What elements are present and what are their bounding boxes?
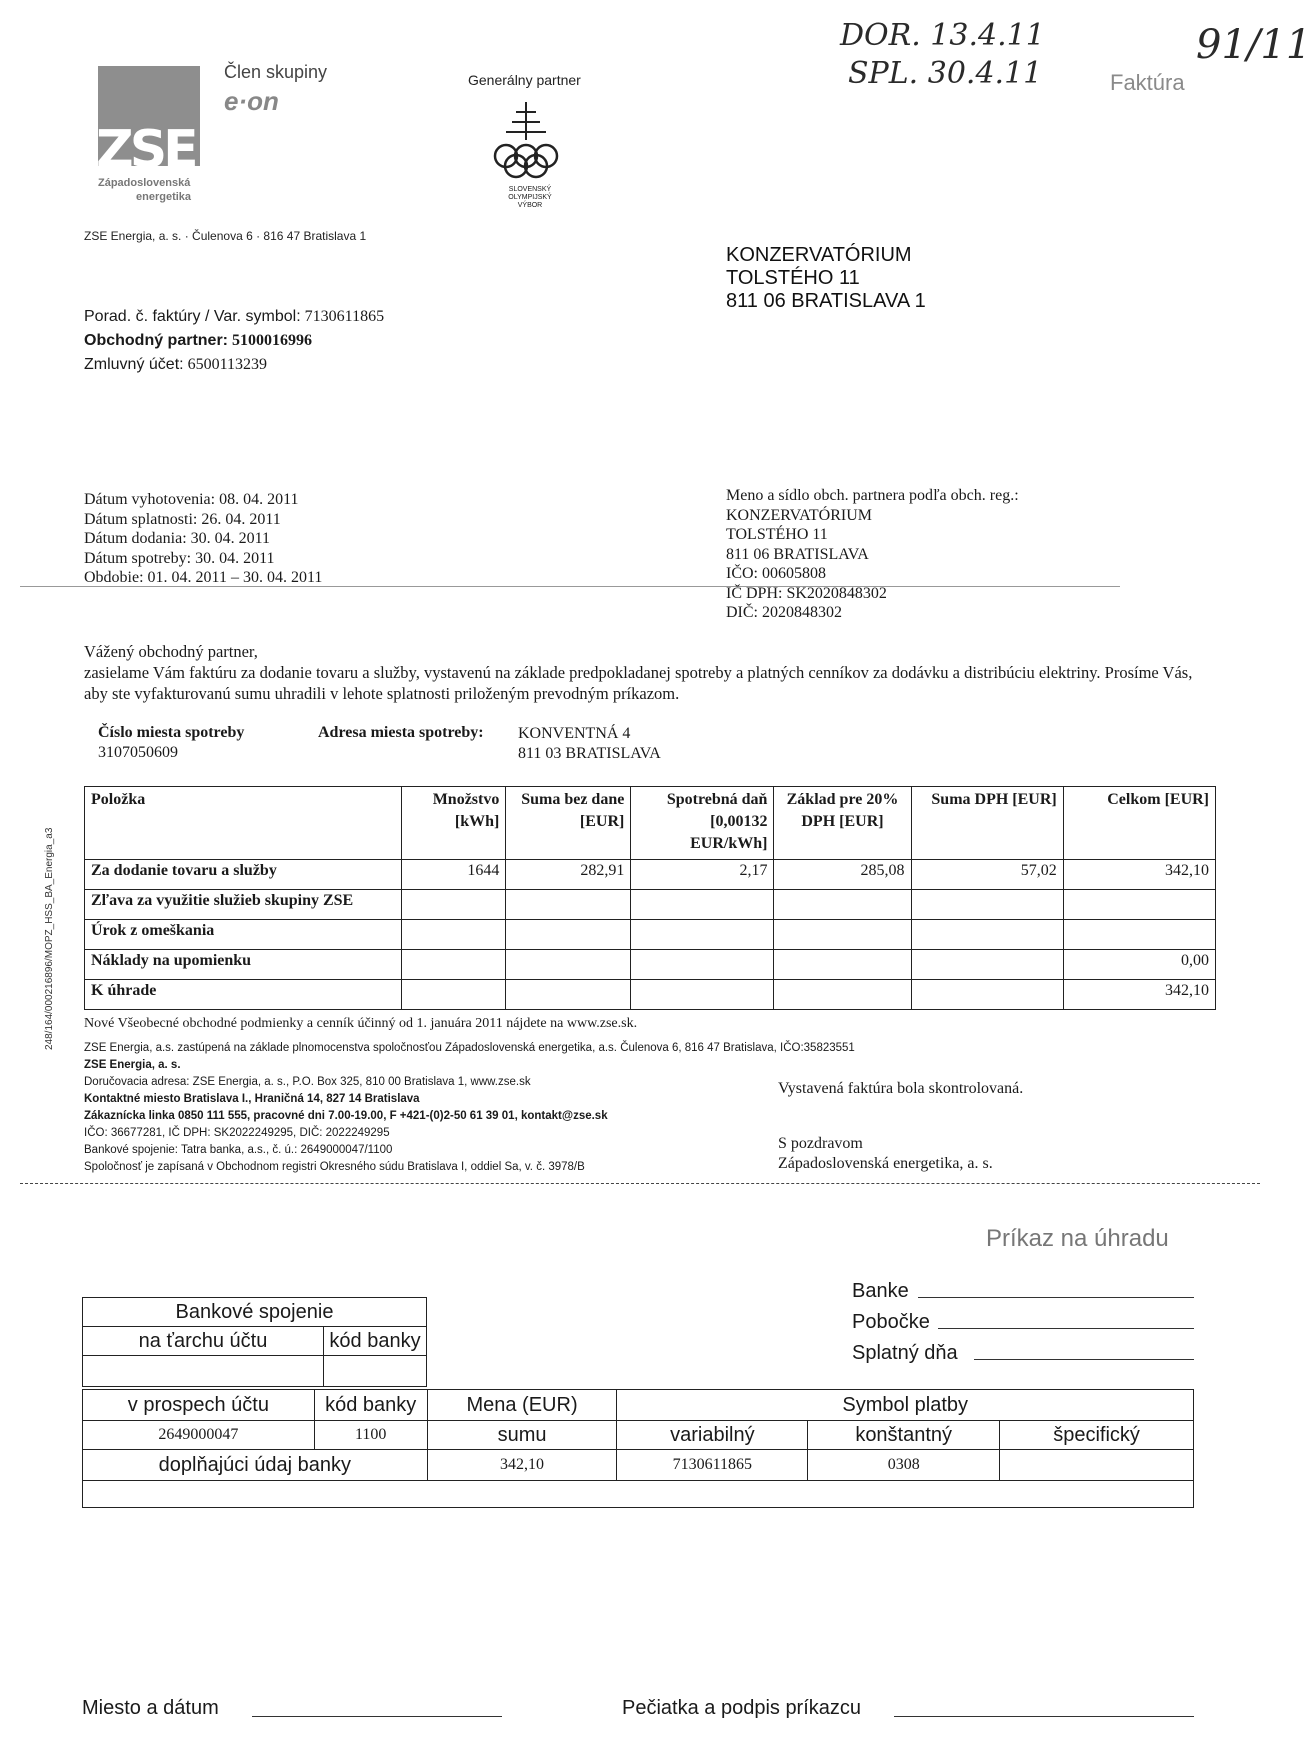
handwritten-number: 91/11 xyxy=(1196,22,1311,68)
tear-off-line xyxy=(20,1183,1260,1184)
table-row: Za dodanie tovaru a služby 1644 282,91 2,17 285,08 57,02 342,10 xyxy=(85,860,1216,890)
column-header: Položka xyxy=(85,787,402,860)
account-number: 6500113239 xyxy=(187,356,267,373)
company-address-line: ZSE Energia, a. s. · Čulenova 6 · 816 47 Bratislava 1 xyxy=(84,229,367,243)
terms-footnote: Nové Všeobecné obchodné podmienky a cenník účinný od 1. januára 2011 nájdete na www.zse.sk. xyxy=(84,1016,638,1031)
checked-note: Vystavená faktúra bola skontrolovaná. xyxy=(778,1080,1024,1097)
generalny-partner: Generálny partner xyxy=(468,72,581,88)
variable-symbol-label: variabilný xyxy=(617,1421,808,1450)
stamp-signature-label: Pečiatka a podpis príkazcu xyxy=(622,1697,862,1719)
debit-account-value[interactable] xyxy=(83,1356,324,1387)
table-header-row xyxy=(85,787,1216,860)
consumption-address: KONVENTNÁ 4 811 03 BRATISLAVA xyxy=(518,725,661,762)
clen-skupiny: Člen skupiny xyxy=(224,62,328,82)
bank-code-label: kód banky xyxy=(324,1327,427,1356)
column-header: Množstvo [kWh] xyxy=(401,787,506,860)
column-header: Suma DPH [EUR] xyxy=(911,787,1063,860)
debit-account-label: na ťarchu účtu xyxy=(83,1327,324,1356)
bank-fields: Banke Pobočke Splatný dňa xyxy=(852,1280,958,1364)
constant-symbol-label: konštantný xyxy=(808,1421,1000,1450)
handwritten-note-received: DOR. 13.4.11 xyxy=(840,18,1045,53)
greeting-text: Vážený obchodný partner, zasielame Vám faktúru za dodanie tovaru a služby, vystavenú na základe predpokladanej spotreby a platných cenníkov za dodávku a distribúciu elektriny. Prosíme Vás, aby ste vyfakturovanú sumu uhradili v lehote splatnosti priloženým prevodným príkazom. xyxy=(84,642,1193,703)
olympic-text: SLOVENSKÝ OLYMPIJSKÝ VÝBOR xyxy=(508,186,552,209)
pobocke-line xyxy=(938,1328,1194,1329)
table-row: Náklady na upomienku 0,00 xyxy=(85,950,1216,980)
eon-logo: e·on xyxy=(224,86,279,116)
column-header: Suma bez dane [EUR] xyxy=(506,787,631,860)
document-title: Faktúra xyxy=(1110,70,1185,95)
credit-account-label: v prospech účtu xyxy=(83,1390,315,1421)
signoff: S pozdravom Západoslovenská energetika, a. s. xyxy=(778,1135,993,1172)
invoice-meta: Porad. č. faktúry / Var. symbol: 7130611865 Obchodný partner: 5100016996 Zmluvný účet: 6500113239 xyxy=(84,308,385,373)
column-header: Základ pre 20% DPH [EUR] xyxy=(774,787,911,860)
consumption-address-label: Adresa miesta spotreby: xyxy=(318,724,484,741)
additional-bank-info-label: doplňajúci údaj banky xyxy=(83,1450,428,1481)
payment-order-title: Príkaz na úhradu xyxy=(986,1225,1169,1252)
constant-symbol-value: 0308 xyxy=(808,1450,1000,1481)
zse-logo-letters: ZSE xyxy=(96,120,195,180)
side-reference-code: 248/164/000216896/MOPZ_HSS_BA_Energia_a3 xyxy=(44,827,55,1050)
column-header: Spotrebná daň [0,00132 EUR/kWh] xyxy=(631,787,774,860)
splatny-line xyxy=(974,1359,1194,1360)
amount-label: sumu xyxy=(427,1421,617,1450)
currency-label: Mena (EUR) xyxy=(427,1390,617,1421)
debit-bank-code-value[interactable] xyxy=(324,1356,427,1387)
bank-connection-box xyxy=(82,1297,427,1387)
additional-bank-info-value[interactable] xyxy=(83,1481,1194,1508)
column-header: Celkom [EUR] xyxy=(1063,787,1215,860)
partner-registration: Meno a sídlo obch. partnera podľa obch. reg.: KONZERVATÓRIUM TOLSTÉHO 11 811 06 BRATISLAVA IČO: 00605808 IČ DPH: SK2020848302 DIČ: 2020848302 xyxy=(726,487,1019,621)
consumption-point-label: Číslo miesta spotreby xyxy=(98,724,245,741)
partner-number: 5100016996 xyxy=(232,332,313,349)
specific-symbol-value[interactable] xyxy=(1000,1450,1194,1481)
invoice-dates: Dátum vyhotovenia: 08. 04. 2011 Dátum splatnosti: 26. 04. 2011 Dátum dodania: 30. 04. 2011 Dátum spotreby: 30. 04. 2011 Obdobie: 01. 04. 2011 – 30. 04. 2011 xyxy=(84,491,323,586)
payment-details-table xyxy=(82,1389,1194,1508)
handwritten-note-due: SPL. 30.4.11 xyxy=(848,56,1043,91)
table-row: K úhrade 342,10 xyxy=(85,980,1216,1010)
credit-bank-code-value: 1100 xyxy=(314,1421,427,1450)
stamp-signature-line[interactable] xyxy=(894,1716,1194,1717)
consumption-point-number: 3107050609 xyxy=(98,744,178,761)
payment-symbol-label: Symbol platby xyxy=(617,1390,1194,1421)
specific-symbol-label: špecifický xyxy=(1000,1421,1194,1450)
table-row: Zľava za využitie služieb skupiny ZSE xyxy=(85,890,1216,920)
credit-bank-code-label: kód banky xyxy=(314,1390,427,1421)
table-row: Úrok z omeškania xyxy=(85,920,1216,950)
recipient-address: KONZERVATÓRIUM TOLSTÉHO 11 811 06 BRATISLAVA 1 xyxy=(726,244,926,312)
bank-connection-label: Bankové spojenie xyxy=(83,1298,427,1327)
amount-value: 342,10 xyxy=(427,1450,617,1481)
invoice-items-table xyxy=(84,786,1216,1010)
place-date-label: Miesto a dátum xyxy=(82,1697,219,1719)
credit-account-value: 2649000047 xyxy=(83,1421,315,1450)
invoice-number: 7130611865 xyxy=(304,308,385,325)
variable-symbol-value: 7130611865 xyxy=(617,1450,808,1481)
olympic-committee-logo xyxy=(486,100,566,200)
company-fine-print: ZSE Energia, a.s. zastúpená na základe plnomocenstva spoločnosťou Západoslovenská energetika, a.s. Čulenova 6, 816 47 Bratislava, IČO:35823551 ZSE Energia, a. s. Doručovacia adresa: ZSE Energia, a. s., P.O. Box 325, 810 00 Bratislava 1, www.zse.sk Kontaktné miesto Bratislava I., Hraničná 14, 827 14 Bratislava Zákaznícka linka 0850 111 555, pracovné dni 7.00-19.00, F +421-(0)2-50 61 39 01, kontakt@zse.sk IČO: 36677281, IČ DPH: SK2022249295, DIČ: 2022249295 Bankové spojenie: Tatra banka, a.s., č. ú.: 2649000047/1100 Spoločnosť je zapísaná v Obchodnom registri Okresného súdu Bratislava I, oddiel Sa, v. č. 3978/B xyxy=(84,1042,855,1173)
zse-logo-subtitle: Západoslovenská energetika xyxy=(98,177,192,203)
banke-line xyxy=(918,1297,1194,1298)
place-date-line[interactable] xyxy=(252,1716,502,1717)
